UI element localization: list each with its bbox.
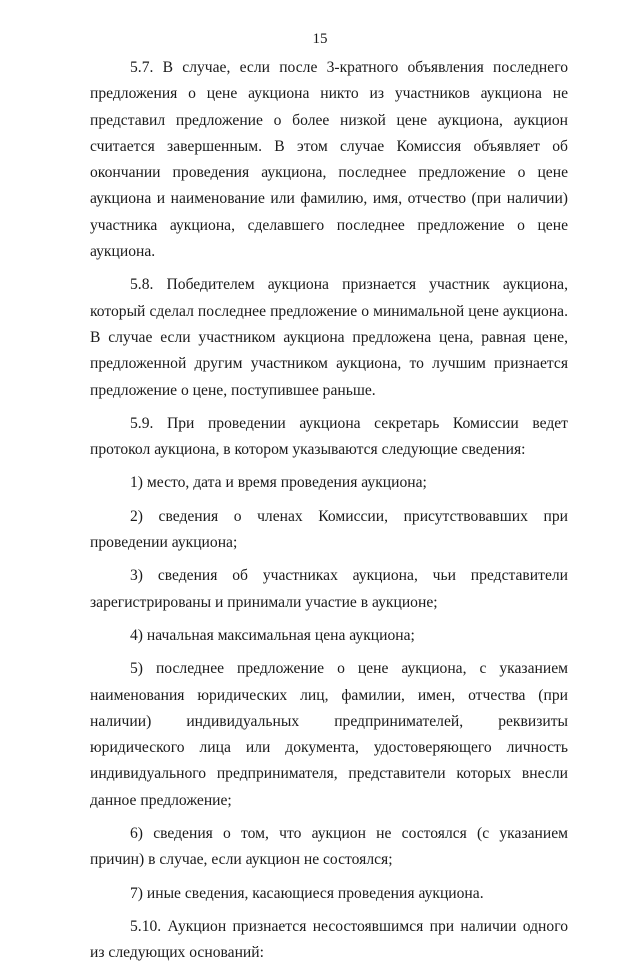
document-body [90, 55, 568, 967]
list-item-5: 5) последнее предложение о цене аукциона, с указанием наименования юридических лиц, фамилии, имен, отчества (при наличии) индивидуальных предпринимателей, реквизиты юридического лица или документа, удостоверяющего личность индивидуального предпринимателя, представители которых внесли данное предложение; [90, 660, 568, 809]
list-item-1: 1) место, дата и время проведения аукциона; [130, 474, 427, 492]
paragraph-5-9: 5.9. При проведении аукциона секретарь Комиссии ведет протокол аукциона, в котором указываются следующие сведения: [90, 414, 568, 459]
list-item-7: 7) иные сведения, касающиеся проведения аукциона. [130, 884, 484, 902]
list-item-4: 4) начальная максимальная цена аукциона; [130, 626, 415, 644]
paragraph-5-7: 5.7. В случае, если после 3-кратного объявления последнего предложения о цене аукциона никто из участников аукциона не представил предложение о более низкой цене аукциона, аукцион считается завершенным. В этом случае Комиссия объявляет об окончании проведения аукциона, последнее предложение о цене аукциона и наименование или фамилию, имя, отчество (при наличии) участника аукциона, сделавшего последнее предложение о цене аукциона. [90, 59, 568, 261]
list-item-2: 2) сведения о членах Комиссии, присутствовавших при проведении аукциона; [90, 507, 568, 552]
paragraph-5-8: 5.8. Победителем аукциона признается участник аукциона, который сделал последнее предложение о минимальной цене аукциона. В случае если участником аукциона предложена цена, равная цене, предложенной другим участником аукциона, то лучшим признается предложение о цене, поступившее раньше. [90, 276, 568, 399]
list-item-6: 6) сведения о том, что аукцион не состоялся (с указанием причин) в случае, если аукцион не состоялся; [90, 825, 568, 869]
list-item-3: 3) сведения об участниках аукциона, чьи представители зарегистрированы и принимали участие в аукционе; [90, 567, 568, 611]
page-number: 15 [312, 31, 328, 47]
paragraph-5-10: 5.10. Аукцион признается несостоявшимся при наличии одного из следующих оснований: [90, 917, 568, 962]
